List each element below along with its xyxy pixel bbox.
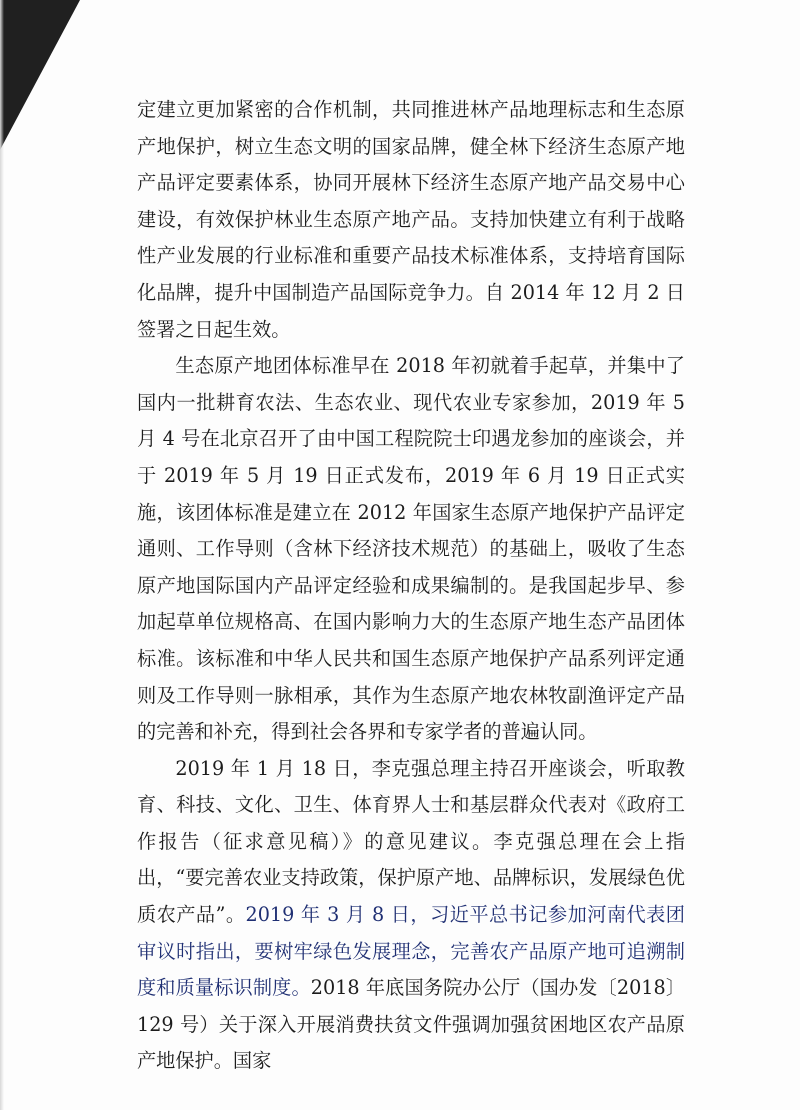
paragraph-3-text-a: 2019 年 1 月 18 日，李克强总理主持召开座谈会，听取教育、科技、文化、卫生、体育界人士和基层群众代表对《政府工作报告（征求意见稿）》的意见建议。李克强总理在会上指出，“要完善农业支持政策，保护原产地、品牌标识，发展绿色优质农产品”。 [137, 756, 685, 927]
paragraph-2 [137, 348, 685, 751]
paragraph-2-text: 生态原产地团体标准早在 2018 年初就着手起草，并集中了国内一批耕育农法、生态农业、现代农业专家参加，2019 年 5 月 4 号在北京召开了由中国工程院院士印遇龙参加的座谈会，并于 2019 年 5 月 19 日正式发布，2019 年 6 月 19 日正式实施，该团体标准是建立在 2012 年国家生态原产地保护产品评定通则、工作导则（含林下经济技术规范）的基础上，吸收了生态原产地国际国内产品评定经验和成果编制的。是我国起步早、参加起草单位规格高、在国内影响力大的生态原产地生态产品团体标准。该标准和中华人民共和国生态原产地保护产品系列评定通则及工作导则一脉相承，其作为生态原产地农林牧副渔评定产品的完善和补充，得到社会各界和专家学者的普遍认同。 [137, 354, 685, 744]
paragraph-1 [137, 92, 685, 348]
scan-edge-shadow [0, 0, 4, 1110]
paragraph-3-text-highlighted: 2019 年 3 月 8 日，习近平总书记参加河南代表团审议时指出，要树牢绿色发展理念，完善农产品原产地可追溯制度和质量标识制度。 [137, 903, 685, 1000]
paragraph-3 [137, 751, 685, 1080]
document-body [137, 92, 685, 1080]
scan-corner-shadow [0, 0, 80, 150]
paragraph-1-text: 定建立更加紧密的合作机制，共同推进林产品地理标志和生态原产地保护，树立生态文明的国家品牌，健全林下经济生态原产地产品评定要素体系，协同开展林下经济生态原产地产品交易中心建设，有效保护林业生态原产地产品。支持加快建立有利于战略性产业发展的行业标准和重要产品技术标准体系，支持培育国际化品牌，提升中国制造产品国际竞争力。自 2014 年 12 月 2 日签署之日起生效。 [137, 98, 685, 341]
paragraph-3-text-c: 2018 年底国务院办公厅（国办发〔2018〕129 号）关于深入开展消费扶贫文件强调加强贫困地区农产品原产地保护。国家 [137, 976, 686, 1073]
